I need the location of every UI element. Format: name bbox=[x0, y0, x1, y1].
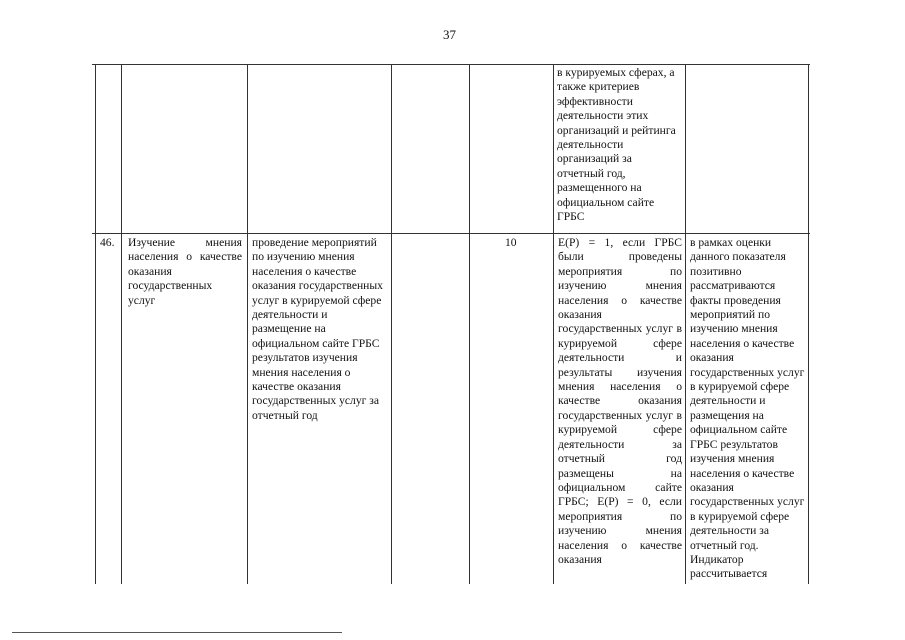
row-divider bbox=[92, 233, 810, 234]
page-number: 37 bbox=[443, 27, 456, 42]
column-divider bbox=[685, 64, 686, 584]
column-divider bbox=[469, 64, 470, 584]
formula-cell: E(P) = 1, если ГРБС были проведены мероприятия по изучению мнения населения о качестве оказания государственных услуг в курируемой сфере деятельности и результаты изучения мнения населения о качестве оказания государственных услуг в курируемой сфере деятельности за отчетный год размещены на официальном сайте ГРБС; E(P) = 0, если мероприятия по изучению мнения населения о качестве оказания bbox=[558, 236, 682, 566]
row-number-cell: 46. bbox=[100, 236, 115, 249]
measures-cell: проведение мероприятий по изучению мнения населения о качестве оказания государственных услуг в курируемой сфере деятельности и размещение на официальном сайте ГРБС результатов изучения мнения населения о качестве оказания государственных услуг за отчетный год bbox=[252, 236, 383, 422]
column-divider bbox=[553, 64, 554, 584]
weight-cell: 10 bbox=[505, 236, 517, 249]
scan-artifact-line bbox=[12, 632, 342, 633]
continued-criteria-cell: в курируемых сферах, а также критериев эффективности деятельности этих организаций и рейтинга деятельности организаций за отчетный год, размещенного на официальном сайте ГРБС bbox=[557, 66, 676, 224]
column-divider bbox=[391, 64, 392, 584]
comment-cell: в рамках оценки данного показателя позитивно рассматриваются факты проведения мероприятий по изучению мнения населения о качестве оказания государственных услуг в курируемой сфере деятельности и размещения на официальном сайте ГРБС результатов изучения мнения населения о качестве оказания государственных услуг в курируемой сфере деятельности за отчетный год. Индикатор рассчитывается bbox=[690, 236, 805, 581]
table-right-border bbox=[808, 64, 809, 584]
table-left-border bbox=[95, 64, 96, 584]
table-top-border bbox=[92, 64, 810, 65]
column-divider bbox=[121, 64, 122, 584]
column-divider bbox=[247, 64, 248, 584]
indicator-name-cell: Изучение мнения населения о качестве оказания государственных услуг bbox=[128, 236, 242, 307]
